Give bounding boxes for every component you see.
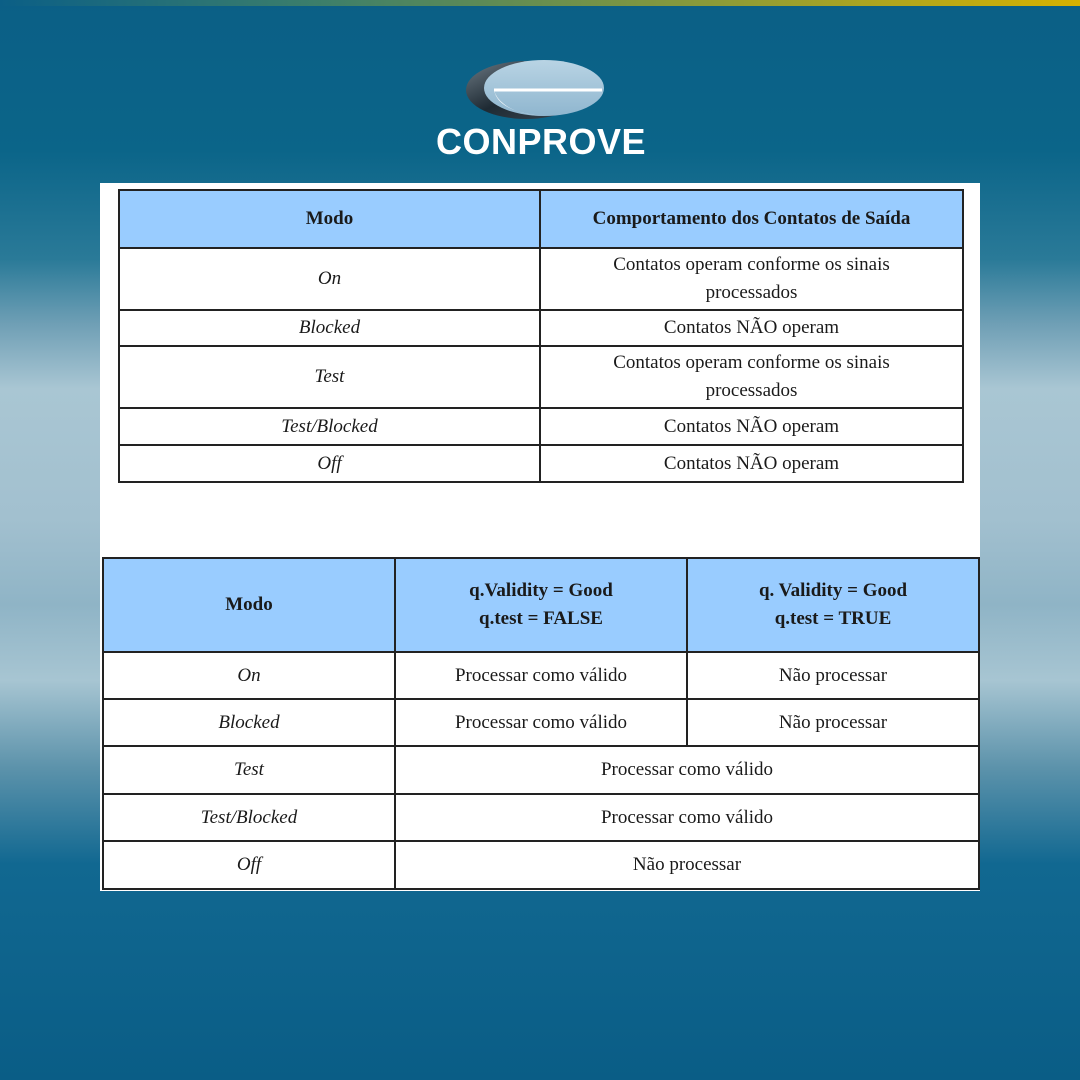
output-contacts-table <box>118 189 964 483</box>
behavior-cell: Contatos NÃO operam <box>540 408 963 445</box>
table-header-row <box>119 190 963 248</box>
test-false-cell: Processar como válido <box>395 652 687 699</box>
mode-cell: On <box>103 652 395 699</box>
header-test-true <box>687 558 979 652</box>
mode-cell: On <box>119 248 540 310</box>
test-true-cell: Não processar <box>687 652 979 699</box>
table-row <box>103 794 979 841</box>
table-row <box>119 408 963 445</box>
merged-cell: Não processar <box>395 841 979 889</box>
behavior-cell: Contatos operam conforme os sinais processados <box>540 248 963 310</box>
header-mode: Modo <box>103 558 395 652</box>
mode-cell: Blocked <box>103 699 395 746</box>
content-panel <box>100 183 980 891</box>
top-accent-bar <box>0 0 1080 6</box>
test-true-cell: Não processar <box>687 699 979 746</box>
merged-cell: Processar como válido <box>395 794 979 841</box>
header-behavior: Comportamento dos Contatos de Saída <box>540 190 963 248</box>
mode-cell: Off <box>103 841 395 889</box>
mode-cell: Test/Blocked <box>119 408 540 445</box>
table-row <box>119 445 963 482</box>
merged-cell: Processar como válido <box>395 746 979 794</box>
header-validity-good: q. Validity = Good <box>758 580 908 601</box>
mode-cell: Test/Blocked <box>103 794 395 841</box>
table-header-row <box>103 558 979 652</box>
table-row <box>119 248 963 310</box>
brand-name: CONPROVE <box>435 121 647 162</box>
test-false-cell: Processar como válido <box>395 699 687 746</box>
header-test-true-value: q.test = TRUE <box>774 608 892 629</box>
header-test-false <box>395 558 687 652</box>
behavior-cell: Contatos NÃO operam <box>540 445 963 482</box>
table-row <box>103 699 979 746</box>
quality-processing-table <box>102 557 980 890</box>
mode-cell: Test <box>103 746 395 794</box>
table-row <box>119 310 963 346</box>
behavior-cell: Contatos NÃO operam <box>540 310 963 346</box>
table-row <box>103 746 979 794</box>
table-row <box>103 652 979 699</box>
header-mode: Modo <box>119 190 540 248</box>
behavior-cell: Contatos operam conforme os sinais processados <box>540 346 963 408</box>
conprove-logo <box>430 58 652 162</box>
conprove-ellipse-logo-icon <box>464 58 606 122</box>
mode-cell: Blocked <box>119 310 540 346</box>
header-validity-good: q.Validity = Good <box>469 580 613 601</box>
table-row <box>103 841 979 889</box>
mode-cell: Off <box>119 445 540 482</box>
table-row <box>119 346 963 408</box>
mode-cell: Test <box>119 346 540 408</box>
header-test-false-value: q.test = FALSE <box>479 608 603 629</box>
